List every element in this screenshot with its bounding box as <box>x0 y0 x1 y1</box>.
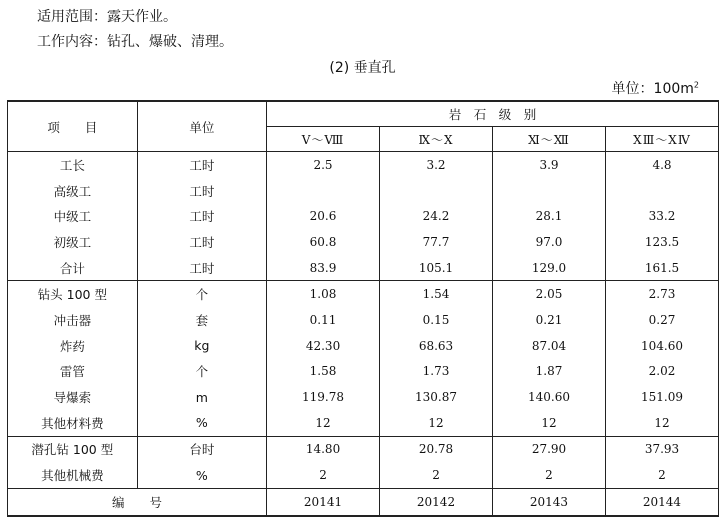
row-unit: % <box>137 410 266 436</box>
row-unit: 个 <box>137 281 266 307</box>
row-value: 104.60 <box>605 333 718 359</box>
scope-text: 适用范围：露天作业。 <box>37 9 177 25</box>
table-row <box>8 333 719 359</box>
code-row <box>8 488 719 515</box>
row-value: 1.54 <box>380 281 493 307</box>
row-value: 0.11 <box>267 307 380 333</box>
row-item: 钻头 100 型 <box>37 287 107 303</box>
row-value: 0.27 <box>605 307 718 333</box>
row-value: 12 <box>493 410 606 436</box>
table-row <box>8 462 719 488</box>
table-subtitle: (2) 垂直孔 <box>329 60 396 76</box>
row-value: 12 <box>380 410 493 436</box>
table-row <box>8 307 719 333</box>
table-row <box>8 178 719 204</box>
row-value: 77.7 <box>380 229 493 255</box>
code-value: 20141 <box>267 488 380 515</box>
row-unit: 工时 <box>137 203 266 229</box>
row-value: 24.2 <box>380 203 493 229</box>
row-value: 2.5 <box>267 152 380 178</box>
header-rock-grade: 岩 石 级 别 <box>267 101 719 127</box>
table-row <box>8 203 719 229</box>
table-row <box>8 384 719 410</box>
row-value: 14.80 <box>267 436 380 462</box>
row-value: 87.04 <box>493 333 606 359</box>
row-value: 2.73 <box>605 281 718 307</box>
row-unit: % <box>137 462 266 488</box>
row-value: 12 <box>605 410 718 436</box>
row-value <box>493 178 606 204</box>
row-unit: 工时 <box>137 229 266 255</box>
unit-label <box>612 78 699 98</box>
row-value: 20.6 <box>267 203 380 229</box>
code-value: 20142 <box>380 488 493 515</box>
row-value: 3.2 <box>380 152 493 178</box>
code-value: 20144 <box>605 488 718 515</box>
row-item: 合计 <box>8 255 138 281</box>
row-value: 151.09 <box>605 384 718 410</box>
row-item: 其他机械费 <box>8 462 138 488</box>
row-value: 2.02 <box>605 359 718 385</box>
row-unit: 台时 <box>137 436 266 462</box>
row-value: 68.63 <box>380 333 493 359</box>
row-value <box>380 178 493 204</box>
row-value: 161.5 <box>605 255 718 281</box>
row-value: 1.73 <box>380 359 493 385</box>
header-grade-3: ⅩⅢ～ⅩⅣ <box>605 127 718 152</box>
row-item: 炸药 <box>59 338 85 354</box>
row-value: 33.2 <box>605 203 718 229</box>
row-item: 导爆索 <box>53 390 92 406</box>
work-content-text: 工作内容：钻孔、爆破、清理。 <box>37 34 233 50</box>
row-value: 105.1 <box>380 255 493 281</box>
row-value: 27.90 <box>493 436 606 462</box>
row-value: 2 <box>605 462 718 488</box>
row-item: 雷管 <box>59 364 85 380</box>
row-value: 97.0 <box>493 229 606 255</box>
quota-table <box>7 100 719 517</box>
row-item: 高级工 <box>53 183 92 199</box>
code-label: 编 号 <box>112 494 163 510</box>
row-unit: 套 <box>137 307 266 333</box>
row-item: 冲击器 <box>53 312 92 328</box>
table-body <box>8 152 719 516</box>
row-unit: m <box>137 384 266 410</box>
row-value: 2.05 <box>493 281 606 307</box>
row-value: 130.87 <box>380 384 493 410</box>
row-value: 129.0 <box>493 255 606 281</box>
row-value: 42.30 <box>267 333 380 359</box>
row-value <box>267 178 380 204</box>
unit-text: 单位：100m <box>611 81 694 97</box>
header-grade-0: Ⅴ～Ⅷ <box>267 127 380 152</box>
row-value: 3.9 <box>493 152 606 178</box>
row-value: 60.8 <box>267 229 380 255</box>
header-grade-1: Ⅸ～Ⅹ <box>380 127 493 152</box>
unit-superscript: 2 <box>693 80 699 90</box>
table-row <box>8 359 719 385</box>
header-grade-2: Ⅺ～Ⅻ <box>493 127 606 152</box>
row-value: 123.5 <box>605 229 718 255</box>
row-value: 2 <box>380 462 493 488</box>
row-value: 4.8 <box>605 152 718 178</box>
row-value <box>605 178 718 204</box>
header-unit: 单位 <box>137 101 266 152</box>
row-value: 12 <box>267 410 380 436</box>
row-item: 其他材料费 <box>8 410 138 436</box>
row-unit: 工时 <box>137 178 266 204</box>
row-unit: 个 <box>137 359 266 385</box>
row-unit: 工时 <box>137 255 266 281</box>
row-value: 2 <box>493 462 606 488</box>
code-value: 20143 <box>493 488 606 515</box>
row-item: 中级工 <box>53 209 92 225</box>
row-value: 0.15 <box>380 307 493 333</box>
row-value: 119.78 <box>267 384 380 410</box>
row-value: 1.08 <box>267 281 380 307</box>
table-row <box>8 281 719 307</box>
row-value: 1.87 <box>493 359 606 385</box>
table-row <box>8 152 719 178</box>
row-value: 37.93 <box>605 436 718 462</box>
row-value: 1.58 <box>267 359 380 385</box>
row-item: 潜孔钻 100 型 <box>31 442 114 458</box>
row-unit: kg <box>137 333 266 359</box>
table-row <box>8 410 719 436</box>
row-item: 工长 <box>59 157 85 173</box>
table-row <box>8 229 719 255</box>
header-item: 项 目 <box>8 101 138 152</box>
row-value: 140.60 <box>493 384 606 410</box>
row-value: 83.9 <box>267 255 380 281</box>
table-row <box>8 255 719 281</box>
row-value: 2 <box>267 462 380 488</box>
row-item: 初级工 <box>53 234 92 250</box>
table-row <box>8 436 719 462</box>
row-unit: 工时 <box>137 152 266 178</box>
row-value: 28.1 <box>493 203 606 229</box>
row-value: 20.78 <box>380 436 493 462</box>
row-value: 0.21 <box>493 307 606 333</box>
